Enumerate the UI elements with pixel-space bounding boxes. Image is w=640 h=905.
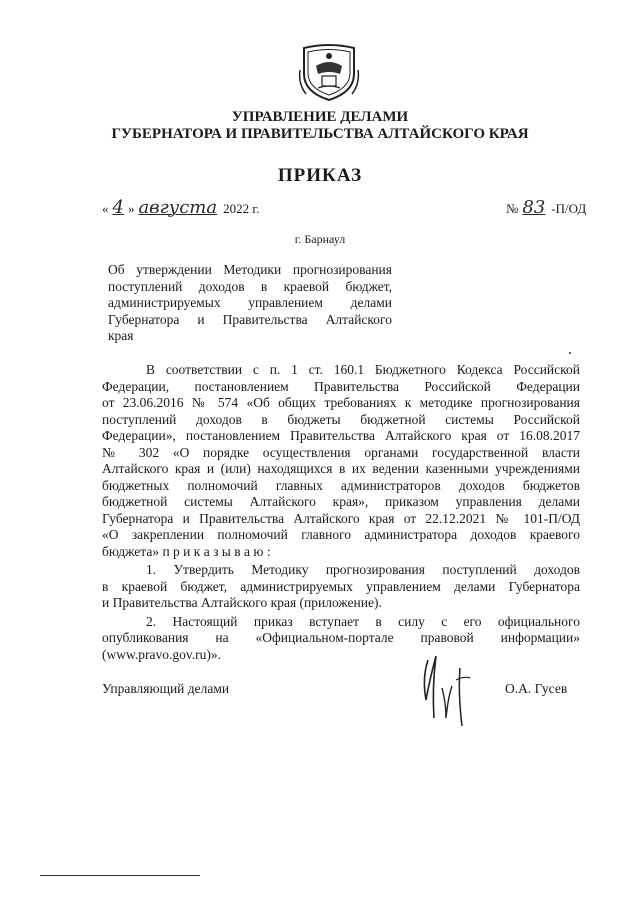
body-line: Алтайского края и (или) находящихся в их ведении казенными учреждениями — [102, 461, 580, 476]
number-value: 83 — [522, 197, 546, 218]
body-line: от 23.06.2016 № 574 «Об общих требованиях к методике прогнозирования — [102, 395, 580, 410]
number-suffix: -П/ОД — [551, 201, 587, 216]
subject-line: Об утверждении Методики прогнозирования — [108, 262, 392, 277]
body-line: поступлений доходов в бюджеты бюджетной системы Российской — [102, 411, 580, 427]
subject-line: края — [108, 328, 134, 343]
number-prefix: № — [506, 201, 519, 216]
body-line: Федерации, постановлением Правительства Российской Федерации — [102, 378, 580, 394]
date-quote-close: » — [127, 201, 135, 216]
body-line: Федерации», постановлением Правительства Алтайского края от 16.08.2017 — [102, 428, 580, 443]
order-number — [506, 197, 586, 218]
body-line: 2. Настоящий приказ вступает в силу с его официального — [146, 613, 580, 629]
body-line: № 302 «О порядке осуществления органами государственной власти — [102, 444, 580, 460]
order-body — [102, 362, 580, 663]
subject-line: поступлений доходов в краевой бюджет, — [108, 278, 392, 294]
body-line: «О закреплении полномочий главного администратора доходов краевого — [102, 527, 580, 542]
handwritten-signature — [412, 648, 484, 732]
city: г. Барнаул — [294, 232, 346, 246]
body-line: бюджетных полномочий главных администраторов доходов бюджетов — [102, 477, 580, 493]
order-subject — [108, 262, 392, 345]
body-line: бюджетной системы Алтайского края», приказом управления делами — [102, 494, 580, 509]
body-line: бюджета» п р и к а з ы в а ю : — [102, 543, 271, 559]
date-day: 4 — [112, 197, 124, 218]
footer-divider — [40, 875, 200, 876]
document-title: ПРИКАЗ — [277, 165, 363, 186]
subject-line: Губернатора и Правительства Алтайского — [108, 311, 392, 327]
date-month: августа — [138, 197, 218, 218]
body-line: В соответствии с п. 1 ст. 160.1 Бюджетного Кодекса Российской — [146, 362, 580, 377]
order-date — [102, 197, 259, 218]
coat-of-arms-emblem — [298, 40, 360, 104]
date-quote-open: « — [102, 201, 109, 216]
organization-name-line2: ГУБЕРНАТОРА И ПРАВИТЕЛЬСТВА АЛТАЙСКОГО КРАЯ — [111, 126, 529, 142]
signatory-position: Управляющий делами — [102, 681, 230, 696]
date-year: 2022 г. — [223, 201, 260, 216]
body-line: (www.pravo.gov.ru)». — [102, 646, 221, 662]
body-line: в краевой бюджет, администрируемых управлением делами Губернатора — [102, 578, 580, 594]
organization-name-line1: УПРАВЛЕНИЕ ДЕЛАМИ — [231, 109, 409, 125]
stray-mark — [569, 352, 571, 354]
body-line: Губернатора и Правительства Алтайского края от 22.12.2021 № 101-П/ОД — [102, 510, 580, 526]
body-line: 1. Утвердить Методику прогнозирования поступлений доходов — [146, 562, 580, 577]
body-line: опубликования на «Официальном-портале правовой информации» — [102, 630, 580, 645]
signatory-name: О.А. Гусев — [505, 681, 568, 696]
subject-line: администрируемых управлением делами — [108, 295, 392, 310]
body-line: и Правительства Алтайского края (приложение). — [102, 595, 382, 610]
